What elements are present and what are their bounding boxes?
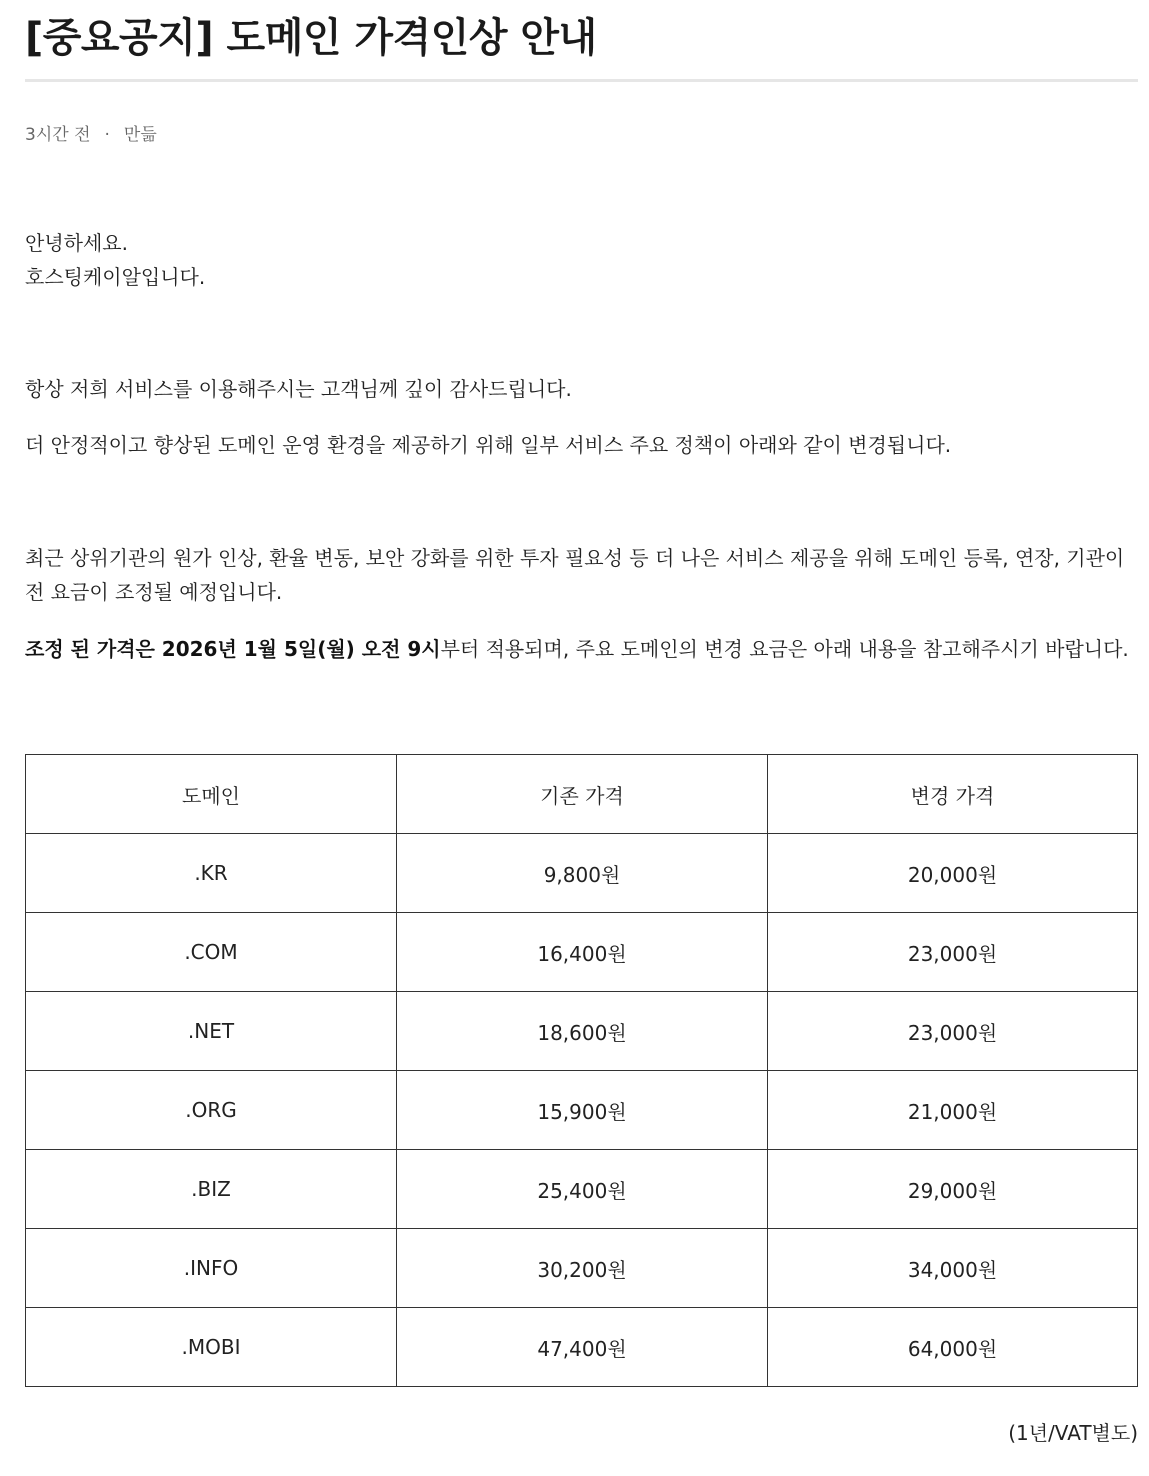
cell-new-price: 34,000원 [768, 1229, 1138, 1308]
title-divider [25, 79, 1138, 82]
cell-old-price: 15,900원 [397, 1071, 768, 1150]
cell-domain: .KR [26, 834, 397, 913]
cell-old-price: 16,400원 [397, 913, 768, 992]
cell-new-price: 29,000원 [768, 1150, 1138, 1229]
table-header-row [26, 755, 1138, 834]
cell-new-price: 23,000원 [768, 992, 1138, 1071]
thanks-paragraph: 항상 저희 서비스를 이용해주시는 고객님께 깊이 감사드립니다. [25, 377, 572, 401]
cell-new-price: 23,000원 [768, 913, 1138, 992]
cell-new-price: 20,000원 [768, 834, 1138, 913]
post-author: 만듦 [123, 125, 157, 145]
table-row [26, 834, 1138, 913]
cell-domain: .NET [26, 992, 397, 1071]
table-row [26, 1150, 1138, 1229]
table-row [26, 913, 1138, 992]
cell-old-price: 47,400원 [397, 1308, 768, 1387]
header-domain: 도메인 [26, 755, 397, 834]
cell-domain: .BIZ [26, 1150, 397, 1229]
table-row [26, 1071, 1138, 1150]
cell-old-price: 9,800원 [397, 834, 768, 913]
cell-domain: .COM [26, 913, 397, 992]
cell-domain: .ORG [26, 1071, 397, 1150]
page-title: [중요공지] 도메인 가격인상 안내 [25, 15, 597, 61]
post-meta [25, 123, 157, 147]
greeting-line-2: 호스팅케이알입니다. [25, 265, 206, 289]
cell-new-price: 21,000원 [768, 1071, 1138, 1150]
price-footnote: (1년/VAT별도) [1008, 1421, 1138, 1445]
effective-date-paragraph [25, 632, 1138, 666]
cell-old-price: 18,600원 [397, 992, 768, 1071]
table-row [26, 1308, 1138, 1387]
table-row [26, 1229, 1138, 1308]
cell-new-price: 64,000원 [768, 1308, 1138, 1387]
header-old-price: 기존 가격 [397, 755, 768, 834]
header-new-price: 변경 가격 [768, 755, 1138, 834]
meta-separator: · [104, 125, 110, 145]
effective-date-bold: 조정 된 가격은 2026년 1월 5일(월) 오전 9시 [25, 637, 441, 661]
cell-old-price: 30,200원 [397, 1229, 768, 1308]
table-row [26, 992, 1138, 1071]
price-adjust-paragraph: 최근 상위기관의 원가 인상, 환율 변동, 보안 강화를 위한 투자 필요성 등 더 나은 서비스 제공을 위해 도메인 등록, 연장, 기관이전 요금이 조정될 예정입니다. [25, 546, 1125, 604]
cell-domain: .INFO [26, 1229, 397, 1308]
greeting-line-1: 안녕하세요. [25, 231, 128, 255]
cell-domain: .MOBI [26, 1308, 397, 1387]
price-table [25, 754, 1138, 1387]
post-time: 3시간 전 [25, 125, 91, 145]
cell-old-price: 25,400원 [397, 1150, 768, 1229]
policy-change-paragraph: 더 안정적이고 향상된 도메인 운영 환경을 제공하기 위해 일부 서비스 주요 정책이 아래와 같이 변경됩니다. [25, 433, 952, 457]
effective-date-rest: 부터 적용되며, 주요 도메인의 변경 요금은 아래 내용을 참고해주시기 바랍니다. [440, 637, 1129, 661]
